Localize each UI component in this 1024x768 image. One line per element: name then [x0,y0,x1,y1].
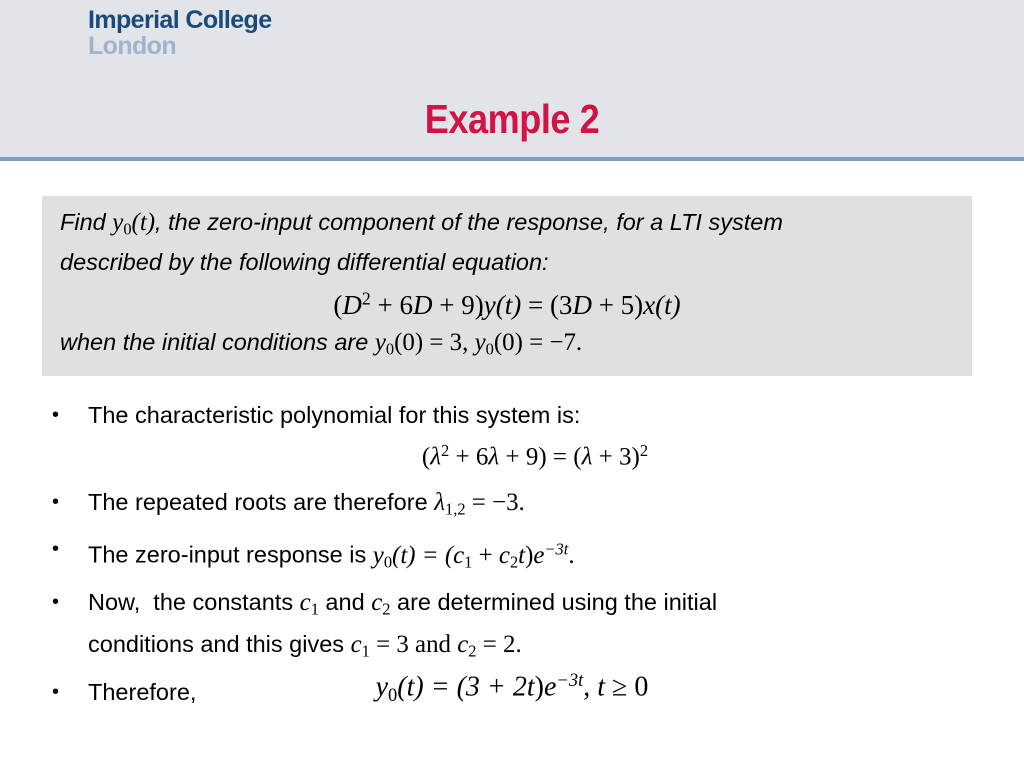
bullet-marker: • [52,680,60,703]
bullet-1-label: The characteristic polynomial for this system is: [88,402,581,428]
constant-c1-symbol: $c_1$ [299,589,319,619]
bullet-4-line1-mid: and [318,589,372,616]
header-divider [0,157,1024,161]
final-answer-equation: $y_0(t) = (3 + 2t)e^{-3t}$, t ≥ 0 [375,670,649,705]
question-line-1-suffix: , the zero-input component of the response, for a LTI system [155,209,783,235]
logo-line-imperial-college: Imperial College [88,6,272,34]
question-line-1-prefix: Find [60,209,113,235]
constant-c1-value-symbol: $c_1 = 3$ and [350,630,458,661]
question-initial-conditions [60,326,954,366]
bullet-marker: • [52,591,60,614]
characteristic-polynomial-equation: $(\lambda^2 + 6\lambda + 9) = (\lambda + 3)^2$ [421,441,649,471]
differential-equation-expression: $(D^2 + 6D + 9)y(t) = (3D + 5)x(t)$ [333,288,681,320]
initial-condition-ydot0: ˙ $y_0(0) = -7$. [475,329,583,356]
lambda-roots-symbol: $\lambda_{1,2} = -3$. [434,488,525,519]
question-line-1 [60,206,954,246]
page-title: Example 2 [424,96,600,142]
bullet-marker: • [52,404,60,426]
constant-c2-symbol: $c_2$ [371,589,391,619]
question-box [42,196,972,376]
bullet-item-constants [42,585,982,668]
bullet-text [88,485,982,527]
bullet-4-line2-prefix: conditions and this gives [88,630,351,657]
bullet-marker: • [52,490,60,513]
bullet-2-prefix: The repeated roots are therefore [88,488,435,515]
question-y0-symbol: $y_0(t)$ [112,209,156,239]
bullet-marker: • [52,538,60,561]
bullet-4-line1-prefix: Now, the constants [88,589,300,616]
bullet-3-prefix: The zero-input response is [88,541,373,568]
bullet-item-characteristic-polynomial [42,398,982,479]
bullet-list [42,398,982,715]
imperial-college-london-logo [88,8,272,60]
bullet-text [88,585,982,668]
initial-condition-y0: $y_0(0) = 3$, [374,328,475,359]
bullet-4-line1-suffix: are determined using the initial [390,589,718,616]
bullet-item-repeated-roots [42,485,982,527]
bullet-text [88,398,982,479]
initial-conditions-prefix: when the initial conditions are [60,328,375,355]
bullet-5-label: Therefore, [88,678,197,705]
question-differential-equation [60,279,954,326]
bullet-4-line2 [88,627,982,669]
bullet-item-zero-input-response [42,532,982,579]
question-line-2: described by the following differential equation: [60,248,549,275]
bullet-text [88,532,982,579]
zero-input-response-expression: $y_0(t) = (c_1 + c_2t)e^{-3t}$. [372,539,575,572]
logo-line-london: London [88,31,177,60]
constant-c2-value-symbol: $c_2 = 2$. [457,630,522,661]
slide-header [0,0,1024,160]
